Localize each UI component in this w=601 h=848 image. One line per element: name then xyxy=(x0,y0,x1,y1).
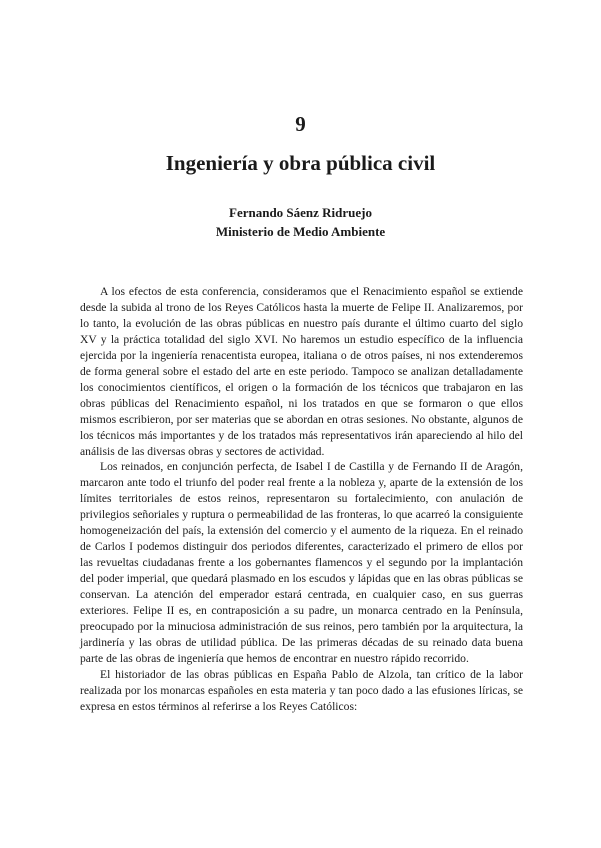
author-affiliation: Ministerio de Medio Ambiente xyxy=(215,224,386,239)
chapter-title: Ingeniería y obra pública civil xyxy=(165,151,436,175)
paragraph: Los reinados, en conjunción perfecta, de Isabel I de Castilla y de Fernando II de Aragón, marcaron ante todo el triunfo del poder real frente a la nobleza y, aparte de la extensión de los límites territoriales de estos reinos, representaron su fortalecimiento, con anulación de privilegios señoriales y ruptura o permeabilidad de las fronteras, lo que acarreó la consiguiente homogeneización del país, la extensión del comercio y el aumento de la riqueza. En el reinado de Carlos I podemos distinguir dos periodos diferentes, caracterizado el primero de ellos por las revueltas ciudadanas frente a los gobernantes flamencos y el segundo por la implantación del poder imperial, que quedará plasmado en los escudos y lápidas que en las obras públicas se conservan. La atención del emperador estará centrada, en cualquier caso, en sus guerras exteriores. Felipe II es, en contraposición a su padre, un monarca centrado en la Península, preocupado por la minuciosa administración de sus reinos, pero también por la arquitectura, la jardinería y las obras de utilidad pública. De las primeras décadas de su reinado data buena parte de las obras de ingeniería que hemos de encontrar en nuestro rápido recorrido. xyxy=(80,460,523,665)
paragraph: A los efectos de esta conferencia, consideramos que el Renacimiento español se extiende desde la subida al trono de los Reyes Católicos hasta la muerte de Felipe II. Analizaremos, por lo tanto, la evolución de las obras públicas en nuestro país durante el último cuarto del siglo XV y la práctica totalidad del siglo XVI. No haremos un estudio específico de la influencia ejercida por la ingeniería renacentista europea, italiana o de otros países, ni nos extenderemos de forma general sobre el estado del arte en este periodo. Tampoco se analizan detalladamente los conocimientos científicos, el origen o la formación de los técnicos que trabajaron en las obras públicas del Renacimiento español, ni los tratados en que se formaron o que ellos mismos escribieron, por ser materias que se abordan en otras sesiones. No obstante, algunos de los técnicos más importantes y de los tratados más representativos irán apareciendo al hilo del análisis de las diversas obras y sectores de actividad. xyxy=(80,285,523,458)
author-block xyxy=(0,203,601,241)
paragraph: El historiador de las obras públicas en España Pablo de Alzola, tan crítico de la labor realizada por los monarcas españoles en esta materia y tan poco dado a las efusiones líricas, se expresa en estos términos al referirse a los Reyes Católicos: xyxy=(80,667,523,713)
chapter-number: 9 xyxy=(295,112,306,136)
author-name: Fernando Sáenz Ridruejo xyxy=(229,205,372,220)
body-text xyxy=(80,284,523,715)
